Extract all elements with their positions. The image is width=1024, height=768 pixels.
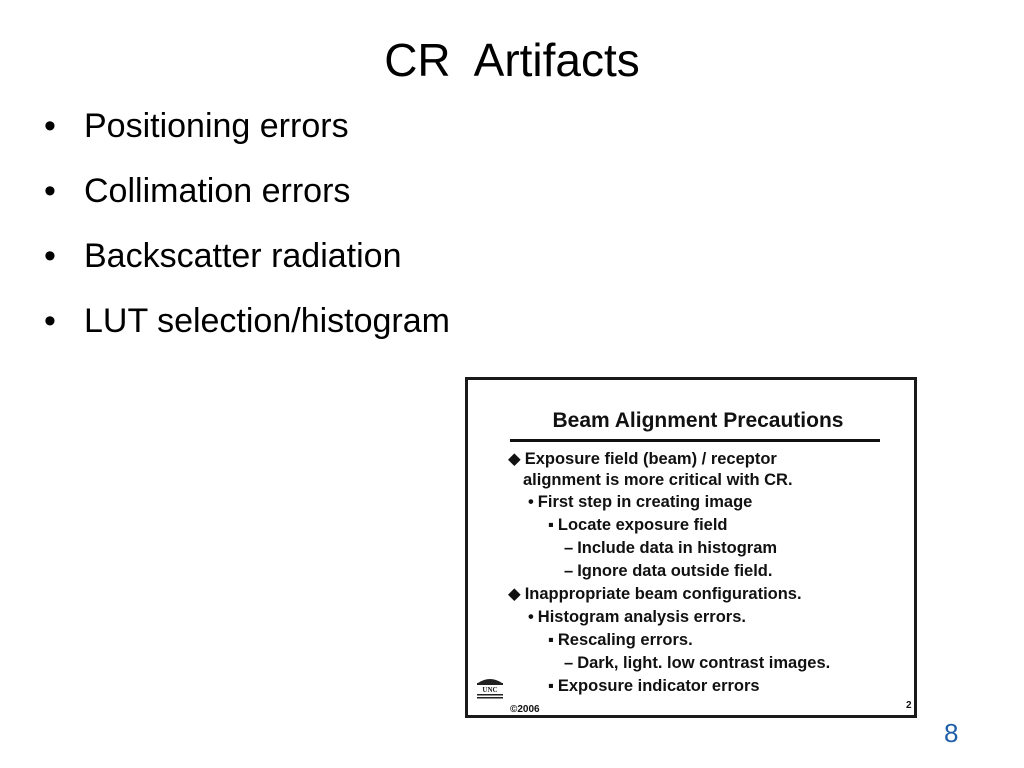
figure-line [548, 629, 693, 652]
unc-logo-icon [474, 676, 506, 700]
figure-copyright: ©2006 [510, 704, 540, 715]
figure-line [564, 652, 830, 675]
embedded-slide-image [465, 377, 917, 718]
logo-text: UNC [482, 686, 498, 694]
figure-line [564, 537, 777, 560]
figure-line-marker: ▪ [548, 631, 554, 649]
figure-line-marker: • [528, 608, 534, 626]
figure-line [548, 675, 760, 698]
figure-line-text: alignment is more critical with CR. [523, 471, 793, 489]
bullet-text: Positioning errors [84, 107, 349, 145]
figure-title: Beam Alignment Precautions [552, 409, 844, 432]
figure-line-text: Exposure indicator errors [557, 677, 760, 695]
figure-page-number: 2 [906, 700, 912, 711]
bullet-dot: • [44, 107, 56, 145]
figure-line-marker: ▪ [548, 677, 554, 695]
figure-line [508, 448, 777, 471]
figure-line [548, 514, 728, 537]
figure-line [508, 583, 802, 606]
bullet-item [44, 301, 450, 341]
slide-page-number: 8 [944, 718, 959, 748]
bullet-text: LUT selection/histogram [84, 302, 450, 340]
figure-line-marker: ◆ [508, 450, 521, 468]
figure-line [528, 491, 752, 514]
figure-line-marker: • [528, 493, 534, 511]
bullet-dot: • [44, 237, 56, 275]
slide-title: CR Artifacts [384, 34, 640, 86]
figure-line-marker: ▪ [548, 516, 554, 534]
bullet-item [44, 236, 450, 276]
figure-line-marker: ◆ [508, 585, 521, 603]
figure-line-text: Include data in histogram [577, 539, 778, 557]
figure-line-text: First step in creating image [537, 493, 753, 511]
bullet-text: Collimation errors [84, 172, 351, 210]
bullet-list [44, 106, 450, 366]
figure-line-text: Dark, light. low contrast images. [577, 654, 831, 672]
figure-divider [510, 439, 880, 442]
figure-line-text: Inappropriate beam configurations. [524, 585, 802, 603]
figure-line-text: Exposure field (beam) / receptor [524, 450, 777, 468]
bullet-item [44, 171, 450, 211]
figure-line [564, 560, 772, 583]
bullet-dot: • [44, 172, 56, 210]
figure-line-marker: – [564, 539, 574, 557]
bullet-dot: • [44, 302, 56, 340]
bullet-item [44, 106, 450, 146]
figure-line [528, 606, 746, 629]
figure-line-text: Rescaling errors. [557, 631, 693, 649]
figure-line-marker: – [564, 654, 574, 672]
figure-line-text: Locate exposure field [557, 516, 728, 534]
figure-line-marker: – [564, 562, 574, 580]
figure-line-text: Ignore data outside field. [577, 562, 773, 580]
bullet-text: Backscatter radiation [84, 237, 402, 275]
figure-line [523, 469, 793, 492]
figure-line-text: Histogram analysis errors. [537, 608, 746, 626]
